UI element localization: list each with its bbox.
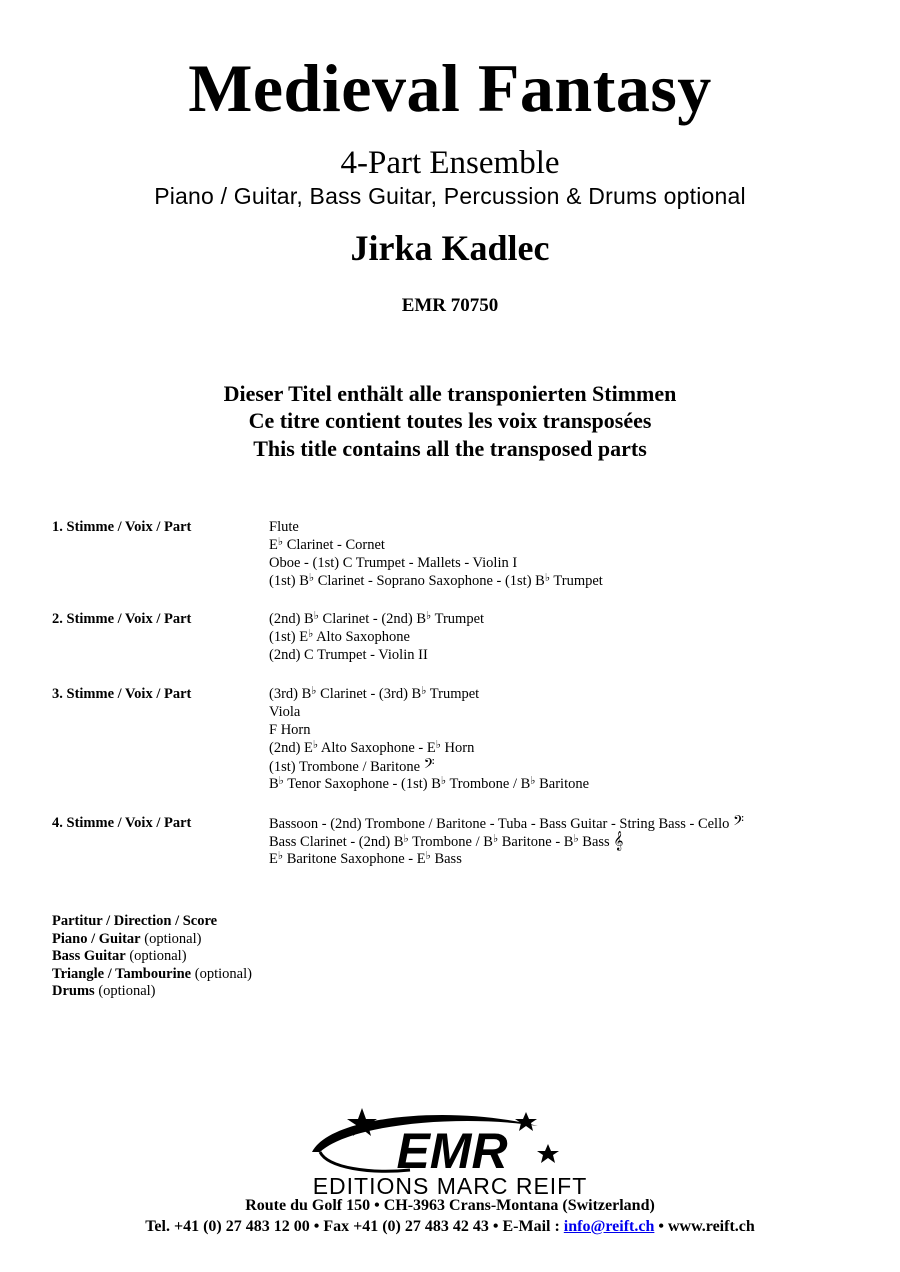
instrumentation: Piano / Guitar, Bass Guitar, Percussion & Drums optional — [154, 183, 746, 209]
part-label: 4. Stimme / Voix / Part — [52, 815, 192, 831]
instrument-line — [269, 628, 484, 646]
publisher-address: Route du Golf 150 • CH-3963 Crans-Montana (Switzerland) — [245, 1197, 655, 1214]
instrument-text: Clarinet - (2nd) B — [318, 611, 427, 627]
instrument-line — [269, 775, 589, 793]
instrument-text: Oboe - (1st) C Trumpet - Mallets - Violin I — [269, 555, 518, 571]
subtitle: 4-Part Ensemble — [340, 145, 560, 181]
part-label: 1. Stimme / Voix / Part — [52, 519, 192, 535]
instrument-text: (2nd) C Trumpet - Violin II — [269, 647, 428, 663]
instrument-line — [269, 814, 744, 832]
instrument-text: (1st) Trombone / Baritone — [269, 759, 424, 775]
flat-sign-icon: ♭ — [313, 610, 319, 622]
extra-item: Drums (optional) — [52, 983, 156, 999]
flat-sign-icon: ♭ — [530, 775, 536, 787]
flat-sign-icon: ♭ — [492, 833, 499, 845]
instrument-text: Baritone - B — [498, 834, 574, 850]
part-label: 2. Stimme / Voix / Part — [52, 611, 192, 627]
extra-item: Piano / Guitar (optional) — [52, 930, 202, 947]
notice-french: Ce titre contient toutes les voix transposées — [248, 408, 652, 433]
instrument-line — [269, 703, 589, 721]
instrument-line — [269, 536, 603, 554]
instrument-text: Tenor Saxophone - (1st) B — [283, 776, 441, 792]
flat-sign-icon: ♭ — [435, 739, 441, 751]
notice-english: This title contains all the transposed parts — [253, 436, 647, 461]
instrument-text: Baritone Saxophone - E — [283, 851, 426, 867]
instrument-line — [269, 646, 484, 664]
instrument-line — [269, 554, 603, 572]
part-instrument-list — [269, 610, 484, 664]
instrument-text: Trumpet — [550, 573, 603, 589]
treble-clef-icon: 𝄞 — [613, 831, 624, 850]
flat-sign-icon: ♭ — [308, 628, 314, 640]
instrument-text: F Horn — [269, 722, 311, 738]
instrument-line — [269, 739, 589, 757]
instrument-text: Trombone / B — [408, 834, 493, 850]
part-instrument-list — [269, 814, 744, 868]
instrument-text: Bass — [578, 834, 614, 850]
instrument-text: Flute — [269, 519, 299, 535]
instrument-text: (1st) E — [269, 629, 309, 645]
instrument-text: B — [269, 776, 279, 792]
extra-item: Triangle / Tambourine (optional) — [52, 965, 252, 982]
email-link[interactable]: info@reift.ch — [563, 1218, 655, 1235]
flat-sign-icon: ♭ — [311, 685, 317, 697]
instrument-text: Baritone — [535, 776, 590, 792]
publisher-logo — [300, 1106, 600, 1196]
instrument-text: Trumpet — [426, 686, 480, 702]
publisher-contact: Tel. +41 (0) 27 483 12 00 • Fax +41 (0) 27 483 42 43 • E-Mail : info@reift.ch • www.reift.ch — [145, 1218, 755, 1235]
extras-list — [52, 913, 252, 1001]
instrument-text: Viola — [269, 704, 301, 720]
instrument-text: Trombone / B — [446, 776, 531, 792]
flat-sign-icon: ♭ — [573, 833, 579, 845]
flat-sign-icon: ♭ — [278, 775, 284, 787]
publisher-name: EDITIONS MARC REIFT — [312, 1173, 588, 1196]
flat-sign-icon: ♭ — [277, 850, 284, 862]
instrument-line — [269, 721, 589, 739]
flat-sign-icon: ♭ — [425, 850, 431, 862]
extra-item: Bass Guitar (optional) — [52, 948, 187, 964]
instrument-line — [269, 832, 744, 850]
instrument-text: (1st) B — [269, 573, 309, 589]
flat-sign-icon: ♭ — [421, 685, 427, 697]
flat-sign-icon: ♭ — [426, 610, 432, 622]
instrument-text: E — [269, 537, 278, 553]
instrument-text: Clarinet - Cornet — [283, 537, 385, 553]
flat-sign-icon: ♭ — [308, 572, 315, 584]
instrument-text: Alto Saxophone - E — [318, 740, 436, 756]
bass-clef-icon: 𝄢 — [423, 756, 435, 775]
composer: Jirka Kadlec — [350, 228, 550, 268]
instrument-text: (2nd) B — [269, 611, 314, 627]
instrument-text: Horn — [440, 740, 475, 756]
notice-german: Dieser Titel enthält alle transponierten Stimmen — [223, 381, 677, 406]
instrument-text: E — [269, 851, 278, 867]
part-label: 3. Stimme / Voix / Part — [52, 686, 192, 702]
instrument-line — [269, 610, 484, 628]
instrument-text: Bassoon - (2nd) Trombone / Baritone - Tuba - Bass Guitar - String Bass - Cello — [269, 816, 733, 832]
instrument-text: (3rd) B — [269, 686, 312, 702]
instrument-text: Clarinet - Soprano Saxophone - (1st) B — [314, 573, 545, 589]
instrument-text: (2nd) E — [269, 740, 313, 756]
logo-text: EMR — [396, 1123, 508, 1179]
instrument-line — [269, 685, 589, 703]
title: Medieval Fantasy — [188, 50, 712, 126]
extra-item: Partitur / Direction / Score — [52, 913, 218, 929]
instrument-line — [269, 757, 589, 775]
bass-clef-icon: 𝄢 — [733, 813, 744, 832]
flat-sign-icon: ♭ — [277, 536, 284, 548]
flat-sign-icon: ♭ — [544, 572, 551, 584]
instrument-text: Alto Saxophone — [313, 629, 410, 645]
flat-sign-icon: ♭ — [403, 833, 409, 845]
flat-sign-icon: ♭ — [312, 739, 319, 751]
instrument-text: Bass — [430, 851, 462, 867]
catalog-number: EMR 70750 — [401, 295, 499, 316]
instrument-text: Clarinet - (3rd) B — [316, 686, 422, 702]
part-instrument-list — [269, 685, 589, 793]
instrument-line — [269, 518, 603, 536]
instrument-text: Bass Clarinet - (2nd) B — [269, 834, 404, 850]
instrument-text: Trumpet — [431, 611, 485, 627]
instrument-line — [269, 572, 603, 590]
instrument-line — [269, 850, 744, 868]
part-instrument-list — [269, 518, 603, 590]
flat-sign-icon: ♭ — [440, 775, 447, 787]
